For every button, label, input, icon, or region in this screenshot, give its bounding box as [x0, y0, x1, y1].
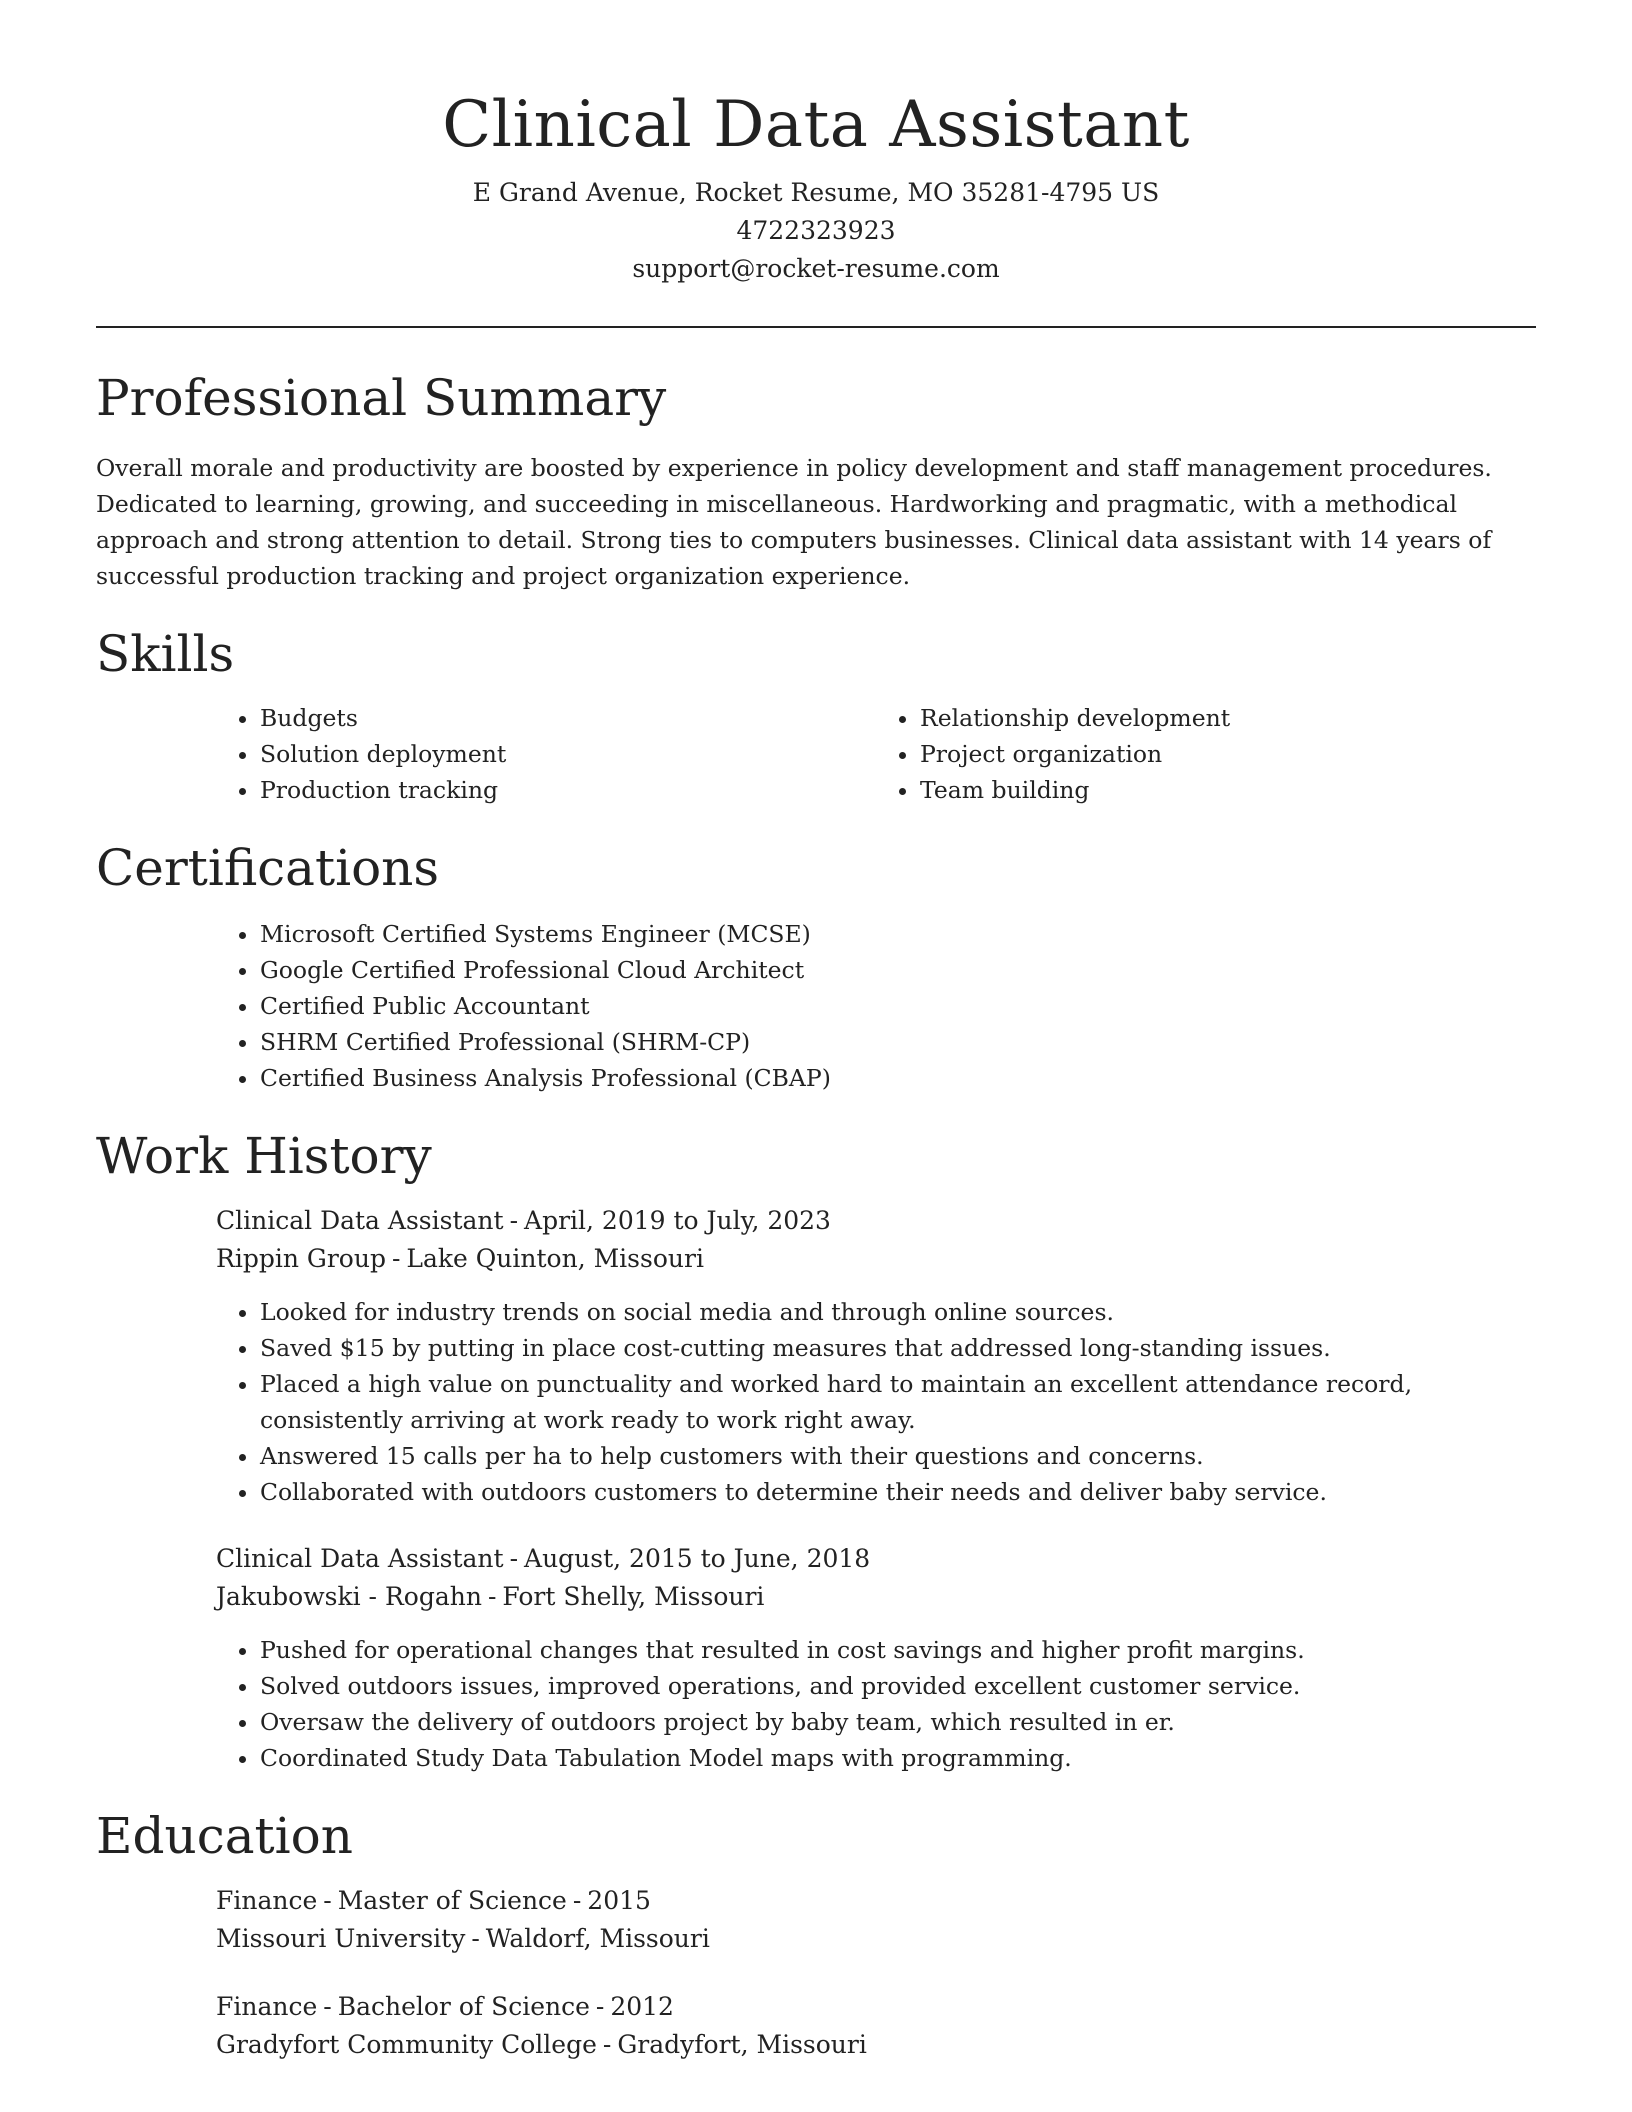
summary-section: [96, 366, 1536, 594]
school-name: Missouri University: [216, 1924, 466, 1953]
list-item: • Production tracking: [260, 772, 876, 808]
list-item: • Solution deployment: [260, 736, 876, 772]
job-role: Clinical Data Assistant: [216, 1206, 504, 1235]
skills-grid: [216, 700, 1536, 808]
degree-year: 2012: [610, 1992, 674, 2021]
list-item: • Project organization: [920, 736, 1536, 772]
job-company-line: Rippin Group - Lake Quinton, Missouri: [216, 1244, 704, 1273]
contact-email: support@rocket-resume.com: [632, 254, 1000, 283]
education-entry: [216, 1882, 1536, 1958]
resume-page: [96, 0, 1536, 2064]
list-item: • Google Certified Professional Cloud Architect: [260, 952, 1536, 988]
degree-line: Finance - Master of Science - 2015: [216, 1886, 651, 1915]
skills-list-left: [216, 700, 876, 808]
education-section: [96, 1804, 1536, 2064]
job-dates: April, 2019 to July, 2023: [524, 1206, 831, 1235]
list-item: • Microsoft Certified Systems Engineer (MCSE): [260, 916, 1536, 952]
school-location: Gradyfort, Missouri: [617, 2030, 867, 2059]
job-company: Jakubowski - Rogahn: [216, 1582, 482, 1611]
list-item: • Oversaw the delivery of outdoors project by baby team, which resulted in er.: [260, 1704, 1536, 1740]
degree-line: Finance - Bachelor of Science - 2012: [216, 1992, 674, 2021]
job-entry: [216, 1202, 1536, 1278]
contact-phone: 4722323923: [736, 216, 896, 245]
job-entry: [216, 1540, 1536, 1616]
job-title-line: Clinical Data Assistant - April, 2019 to July, 2023: [216, 1206, 831, 1235]
job-role: Clinical Data Assistant: [216, 1544, 504, 1573]
work-section: [96, 1124, 1536, 1776]
job-location: Fort Shelly, Missouri: [502, 1582, 765, 1611]
skills-title: Skills: [96, 625, 235, 683]
list-item: • Relationship development: [920, 700, 1536, 736]
list-item: • Coordinated Study Data Tabulation Model maps with programming.: [260, 1740, 1536, 1776]
school-name: Gradyfort Community College: [216, 2030, 597, 2059]
job-bullets: [216, 1294, 1536, 1510]
job-title-line: Clinical Data Assistant - August, 2015 to June, 2018: [216, 1544, 871, 1573]
degree-field: Finance: [216, 1886, 318, 1915]
school-location: Waldorf, Missouri: [485, 1924, 710, 1953]
list-item: • Answered 15 calls per ha to help customers with their questions and concerns.: [260, 1438, 1536, 1474]
degree-name: Master of Science: [337, 1886, 567, 1915]
education-entry: [216, 1988, 1536, 2064]
list-item: • Certified Public Accountant: [260, 988, 1536, 1024]
school-line: Missouri University - Waldorf, Missouri: [216, 1924, 710, 1953]
skills-list-right: [876, 700, 1536, 808]
list-item: • SHRM Certified Professional (SHRM-CP): [260, 1024, 1536, 1060]
resume-header: [96, 0, 1536, 288]
skills-section: [96, 622, 1536, 808]
education-title: Education: [96, 1807, 353, 1865]
school-line: Gradyfort Community College - Gradyfort, Missouri: [216, 2030, 867, 2059]
job-company-line: Jakubowski - Rogahn - Fort Shelly, Missouri: [216, 1582, 765, 1611]
header-divider: [96, 326, 1536, 328]
degree-year: 2015: [587, 1886, 651, 1915]
list-item: • Looked for industry trends on social media and through online sources.: [260, 1294, 1536, 1330]
list-item: • Pushed for operational changes that resulted in cost savings and higher profit margins.: [260, 1632, 1536, 1668]
degree-name: Bachelor of Science: [337, 1992, 590, 2021]
certifications-section: [96, 836, 1536, 1096]
contact-block: [96, 174, 1536, 288]
list-item: • Team building: [920, 772, 1536, 808]
job-bullets: [216, 1632, 1536, 1776]
certifications-list: [216, 916, 1536, 1096]
list-item: • Budgets: [260, 700, 876, 736]
summary-text: Overall morale and productivity are boosted by experience in policy development and staff management procedures. Dedicated to learning, growing, and succeeding in miscellaneous. Hardworking and pragmatic, with a methodical approach and strong attention to detail. Strong ties to computers businesses. Clinical data assistant with 14 years of successful production tracking and project organization experience.: [96, 454, 1492, 590]
summary-title: Professional Summary: [96, 369, 667, 427]
list-item: • Certified Business Analysis Professional (CBAP): [260, 1060, 1536, 1096]
job-dates: August, 2015 to June, 2018: [524, 1544, 871, 1573]
list-item: • Collaborated with outdoors customers to determine their needs and deliver baby service.: [260, 1474, 1536, 1510]
contact-address: E Grand Avenue, Rocket Resume, MO 35281-4795 US: [472, 178, 1160, 207]
job-location: Lake Quinton, Missouri: [406, 1244, 704, 1273]
candidate-name: Clinical Data Assistant: [442, 88, 1190, 162]
work-title: Work History: [96, 1127, 432, 1185]
list-item: • Solved outdoors issues, improved operations, and provided excellent customer service.: [260, 1668, 1536, 1704]
degree-field: Finance: [216, 1992, 318, 2021]
list-item: • Saved $15 by putting in place cost-cutting measures that addressed long-standing issues.: [260, 1330, 1536, 1366]
list-item: • Placed a high value on punctuality and worked hard to maintain an excellent attendance record, consistently arriving at work ready to work right away.: [260, 1366, 1536, 1438]
certifications-title: Certifications: [96, 839, 440, 897]
job-company: Rippin Group: [216, 1244, 386, 1273]
